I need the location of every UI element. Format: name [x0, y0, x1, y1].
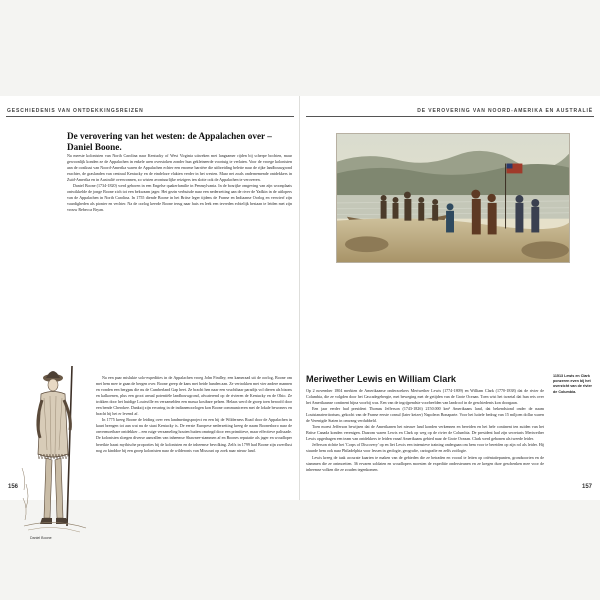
page-number-right: 157	[581, 484, 592, 490]
header-rule-left	[6, 116, 294, 117]
lewis-clark-painting	[336, 133, 570, 263]
caption-number: 11513	[553, 374, 564, 378]
left-page	[0, 96, 300, 540]
paragraph: Een jaar eerder had president Thomas Jefferson (1743-1826) 2150.000 km² Amerikaans land, dat bekendstond onder de naam Louisianaterritorium, gekocht van de Franse eerste consul (later keizer) Napoleon Bonaparte. Voor het luttele bedrag van 15 miljoen dollar waren de Verenigde Staten in omvang verdubbeld.	[306, 406, 544, 424]
header-rule-right	[306, 116, 594, 117]
paragraph: Na meeste kolonisten van North Carolina naar Kentucky of West Virginia uitweken met langzamer rijden bij scherpe bochten, maar gewoonlijk konden ze de Appalachen in enkele uren overstoken zonder hun gekleineerde voortuig te verlaten. Voor de vroege kolonisten aan de oostkust van Noord-Amerika waren de Appalachen echter een enorme barrière die uitbreiding belette naar de rijke landbouwgrond erachter, de graslanden van centraal Kentucky en de eindeloze vlakten verder in het westen. Maar net zoals ondernemende ontdekkers in Zuid-Amerika en in Australië overwonnen, zo wisten avontuurlijke reizigers ten slotte ook de Appalachen te veroveren.	[67, 153, 292, 183]
boone-text-wrap	[96, 375, 292, 454]
running-head-right: DE VEROVERING VAN NOORD-AMERIKA EN AUSTRALIË	[417, 108, 593, 114]
paragraph: Op 2 november 1804 merkten de Amerikaanse onderzoekers Meriwether Lewis (1774-1809) en William Clark (1770-1838) dat de rivier de Columbia, die ze volgden door het Cascadegebergte, met beweging met de getijden van de Grote Oceaan. Toen wist het twaetal dat hun reis over het Amerikaanse continent bijna voorbij was. Een van de ingrijpendste voorbeelden van landroof in de geschiedenis kon doorgaan.	[306, 388, 544, 406]
lewis-clark-text-column	[306, 388, 544, 473]
paragraph: Daniel Boone (1734-1820) werd geboren in een Engelse quakerfamilie in Pennsylvania. In de bosrijke omgeving van zijn woonplaats ontwikkelde de jonge Boone zich tot een bekwaam jager. Het gezin verhuisde naar een nederzetting aan de river de Yadkin in de uitlopers van de Appalachen in North Carolina. In 1755 diende Boone in het Britse leger tijdens de Franse en Indiaanse Oorlog en verwierf zijn vaardigheden als pionier en vechter. Na de oorlog keerde Boone terug naar huis en leek een tevreden echtelijk bestaan te leiden met zijn vrouw Rebecca Bryan.	[67, 183, 292, 213]
paragraph: In 1775 kreeg Boone de leiding over een landmetingsproject en een hij de Wilderness Road door de Appalachen in kaart brengen tot aan wat nu de staat Kentucky is. De eerste Europese nederzetting kreeg de naam Boonesboro naar de onvermoeibare ontdekker – een ruige verzameling houten hutten omringd door een primitieve, maar effectieve palissade. De kolonisten sloegen diverse aanvallen van inheemse Shawnee-stammen af en Boones reputatie als jager en woudloper bereikte haast mythische proporties bij de kolonisten en de inheemse bevolking. Zelfs in 1799 had Boone zijn zwerflust nog zo kinddoe bij een groep kolonisten naar de wilderonis van Missouri op zoek naar nieuw land.	[96, 417, 292, 453]
figure-caption-boone: Daniel Boone	[30, 536, 52, 540]
paragraph: Na een paar mislukte solo-expedities in de Appalachen vroeg John Findley, een kameraad uit de oorlog, Boone om met hem mee te gaan de bergen over. Boone greep de kans met beide handen aan. Ze vertrokken met vier andere mannen en vonden een bergpas die nu de Cumberland Gap heet. Ze bracht hen naar een vruchtbaar paradijs vol dieren als bizons en kalkoenen, plus een groot areaal potentiële landbouwgrond, afwaterend op de rivieren de Kentucky en de Ohio. Ze trokken door het huidige Louisville en verzamelden een massa kostbare pelzen. Helaas werd de groep toen beroofd door een bende Cherokee. Dankzij zijn ervaring in de indianenoorlogen kon Boone communiceren met de lokale bewoners en bracht hij het er levend af.	[96, 375, 293, 417]
paragraph: Jefferson richtte het 'Corps of Discovery' op en liet Lewis een intensieve training ondergaan om hem voor te bereiden op zijn rol als leider. Hij stuurde hem ook naar Philadelphia voor lessen in geologie, geografie, cartografie en zelfs zoölogie.	[306, 442, 544, 454]
daniel-boone-engraving	[20, 358, 90, 538]
section-title-boone: De verovering van het westen: de Appalachen over – Daniel Boone.	[67, 131, 272, 152]
right-page	[300, 96, 600, 500]
boone-text-column	[67, 153, 292, 213]
section-title-lewis-clark: Meriwether Lewis en William Clark	[306, 374, 457, 384]
painting-caption	[553, 374, 597, 395]
caption-text: Lewis en Clark ponzeren even bij het overzicht van de rivier de Columbia.	[553, 374, 592, 394]
page-number-left: 156	[8, 484, 19, 490]
paragraph: Toen moest Jefferson bewijzen dat de Amerikanen het nieuwe land konden verkennen en bereiden en het hele continent ten zuiden van het Britse Canada konden verenigen. Daarom waren Lewis en Clark op weg op de rivier de Columbia. De president had zijn secretaris Meriwether Lewis opgedragen een team van ontdekkers te leiden vanaf Amerikaans gebied naar de Grote Oceaan. Clark werd gebonen als tweede leider.	[306, 424, 544, 442]
running-head-left: GESCHIEDENIS VAN ONTDEKKINGSREIZEN	[7, 108, 144, 114]
paragraph: Lewis kreeg de taak accurate kaarten te maken van de gebieden die ze betraden en vooral te letten op oriëntatiepunten, grondsoorten en de stammen die ze ontmoetten. 36 ervaren soldaten en woudlopers moesten de expeditie ondersteunen en ze kregen dure geschenken mee voor de inheemse volken die ze zouden tegenkomen.	[306, 454, 544, 472]
